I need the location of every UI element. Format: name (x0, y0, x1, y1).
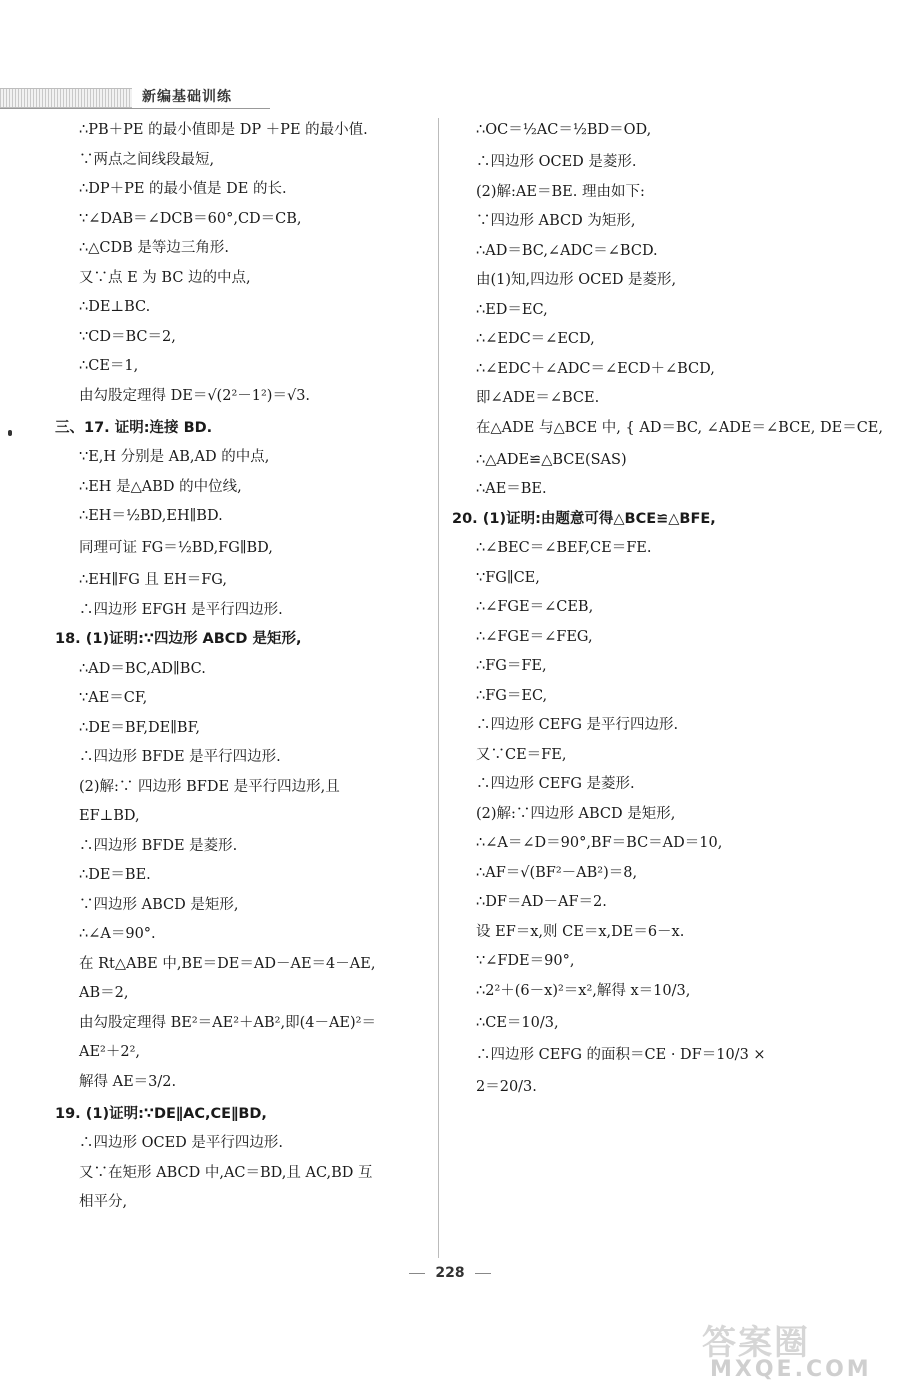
text-line: 同理可证 FG＝½BD,FG∥BD, (79, 540, 273, 556)
text-line: AE²＋2², (79, 1044, 141, 1060)
text-line: ∵四边形 ABCD 为矩形, (476, 213, 636, 229)
text-line: ∴PB＋PE 的最小值即是 DP ＋PE 的最小值. (79, 122, 368, 138)
text-line: ∴四边形 BFDE 是平行四边形. (79, 749, 281, 765)
footer-dash-left (409, 1273, 425, 1274)
text-line: 由勾股定理得 DE＝√(2²－1²)＝√3. (79, 387, 311, 404)
left-column (55, 120, 430, 1222)
text-line: ∴DE＝BE. (79, 867, 151, 883)
text-line: 在 Rt△ABE 中,BE＝DE＝AD－AE＝4－AE, (79, 955, 376, 972)
problem-19-heading: 19. (1)证明:∵DE∥AC,CE∥BD, (55, 1105, 267, 1122)
header-title: 新编基础训练 (142, 89, 232, 105)
text-line: 由(1)知,四边形 OCED 是菱形, (476, 272, 677, 288)
text-line: ∴DP＋PE 的最小值是 DE 的长. (79, 181, 287, 197)
text-line: ∴EH∥FG 且 EH＝FG, (79, 572, 227, 588)
text-line: ∴四边形 CEFG 是平行四边形. (476, 717, 679, 733)
text-line: 又∵在矩形 ABCD 中,AC＝BD,且 AC,BD 互 (79, 1164, 373, 1181)
text-line: ∴四边形 EFGH 是平行四边形. (79, 601, 283, 618)
header-decoration (0, 88, 132, 108)
text-line: ∴OC＝½AC＝½BD＝OD, (476, 122, 652, 138)
text-line: ∴AF＝√(BF²－AB²)＝8, (476, 864, 638, 881)
text-line: ∴四边形 CEFG 的面积＝CE · DF＝10/3 × (476, 1046, 766, 1063)
text-line: ∴△CDB 是等边三角形. (79, 240, 229, 256)
text-line: ∴∠EDC＋∠ADC＝∠ECD＋∠BCD, (476, 360, 715, 377)
text-line: ∵四边形 ABCD 是矩形, (79, 896, 239, 913)
text-line: 2＝20/3. (476, 1078, 537, 1095)
text-line: ∵两点之间线段最短, (79, 151, 215, 168)
text-line: ∴∠A＝∠D＝90°,BF＝BC＝AD＝10, (476, 835, 723, 851)
problem-20-heading: 20. (1)证明:由题意可得△BCE≌△BFE, (452, 510, 716, 527)
text-line: ∵∠DAB＝∠DCB＝60°,CD＝CB, (79, 210, 302, 227)
text-line: ∴△ADE≌△BCE(SAS) (476, 451, 627, 468)
text-line: ∴四边形 CEFG 是菱形. (476, 776, 635, 792)
text-line: ∵AE＝CF, (79, 690, 148, 706)
text-line: (2)解:AE＝BE. 理由如下: (476, 183, 645, 200)
text-line: ∴∠EDC＝∠ECD, (476, 331, 595, 347)
text-line: 又∵点 E 为 BC 边的中点, (79, 269, 251, 286)
text-line: ∴DE⊥BC. (79, 299, 151, 315)
watermark-brand-cn: 答案圈 (702, 1323, 810, 1363)
text-line: ∴四边形 OCED 是平行四边形. (79, 1135, 284, 1151)
text-line: ∴EH 是△ABD 的中位线, (79, 478, 242, 495)
text-line: 相平分, (79, 1194, 128, 1210)
text-line: ∴CE＝1, (79, 358, 139, 374)
text-line: ∴FG＝EC, (476, 687, 548, 704)
text-line: ∴ED＝EC, (476, 301, 548, 318)
watermark (690, 1315, 890, 1385)
text-line: ∴∠FGE＝∠CEB, (476, 599, 594, 615)
text-line: ∴FG＝FE, (476, 658, 547, 674)
text-line: ∴∠FGE＝∠FEG, (476, 628, 593, 645)
footer-dash-right (475, 1273, 491, 1274)
column-divider (438, 118, 439, 1258)
text-line: ∵FG∥CE, (476, 569, 540, 586)
text-line: ∴DF＝AD－AF＝2. (476, 894, 607, 910)
text-line: ∴CE＝10/3, (476, 1014, 559, 1031)
text-line: 在△ADE 与△BCE 中, { AD＝BC, ∠ADE＝∠BCE, DE＝CE, (476, 419, 883, 436)
text-line: ∴AD＝BC,∠ADC＝∠BCD. (476, 242, 658, 259)
text-line: ∵CD＝BC＝2, (79, 328, 176, 345)
page-footer (0, 1265, 900, 1281)
text-line: EF⊥BD, (79, 808, 140, 824)
right-column (452, 120, 883, 1106)
text-line: 解得 AE＝3/2. (79, 1073, 177, 1090)
text-line: 由勾股定理得 BE²＝AE²＋AB²,即(4－AE)²＝ (79, 1014, 376, 1031)
text-line: ∴AE＝BE. (476, 481, 547, 497)
text-line: ∴∠A＝90°. (79, 926, 156, 942)
text-line: (2)解:∵ 四边形 BFDE 是平行四边形,且 (79, 778, 340, 795)
text-line: ∴2²＋(6－x)²＝x²,解得 x＝10/3, (476, 982, 691, 999)
text-line: (2)解:∵四边形 ABCD 是矩形, (476, 805, 676, 822)
text-line: ∴AD＝BC,AD∥BC. (79, 660, 206, 677)
page-header (0, 86, 270, 108)
text-line: ∴EH＝½BD,EH∥BD. (79, 508, 223, 524)
text-line: ∴四边形 OCED 是菱形. (476, 154, 637, 170)
text-line: ∵E,H 分别是 AB,AD 的中点, (79, 449, 270, 465)
scan-speck (8, 430, 12, 436)
text-line: 即∠ADE＝∠BCE. (476, 390, 600, 406)
page-number: 228 (435, 1265, 465, 1281)
text-line: 设 EF＝x,则 CE＝x,DE＝6－x. (476, 923, 685, 940)
header-rule (0, 108, 270, 109)
problem-18-heading: 18. (1)证明:∵四边形 ABCD 是矩形, (55, 631, 302, 647)
text-line: ∴DE＝BF,DE∥BF, (79, 719, 200, 736)
text-line: AB＝2, (79, 985, 129, 1001)
text-line: ∴∠BEC＝∠BEF,CE＝FE. (476, 540, 652, 556)
text-line: ∵∠FDE＝90°, (476, 953, 575, 969)
text-line: 又∵CE＝FE, (476, 746, 567, 763)
problem-17-heading: 三、17. 证明:连接 BD. (55, 419, 213, 436)
text-line: ∴四边形 BFDE 是菱形. (79, 837, 238, 854)
watermark-brand-en: MXQE.COM (710, 1357, 872, 1382)
